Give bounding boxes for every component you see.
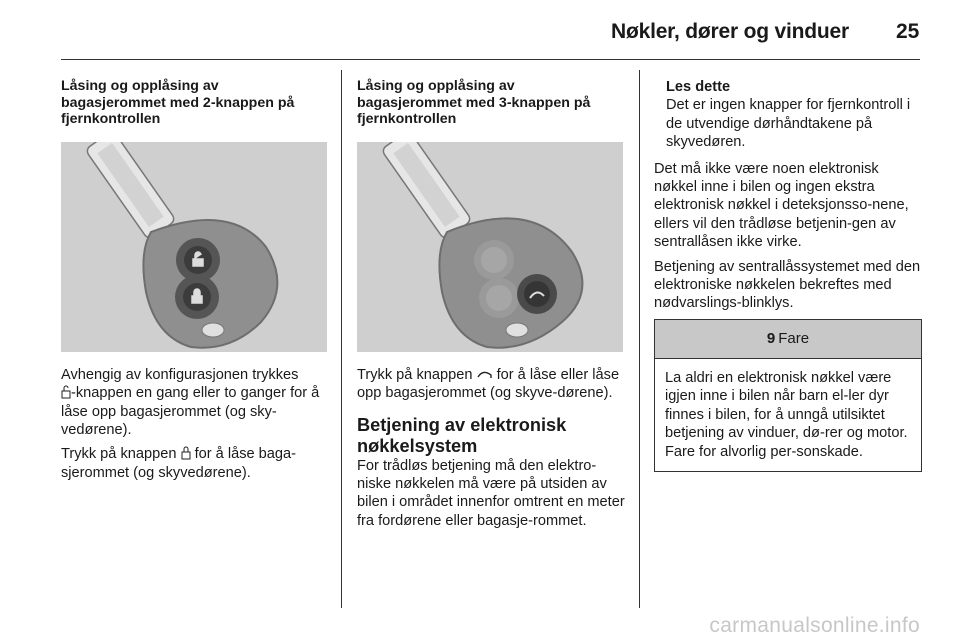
text-span: for å låse eller låse opp bagasjerommet (og skyve-dørene). xyxy=(357,366,620,402)
paragraph: Det må ikke være noen elektronisk nøkkel inne i bilen og ingen ekstra elektronisk nøkkel i deteksjonsso-nene, ellers vil den trådløse betjenin-gen av sentrallåsen ikke virke. xyxy=(654,160,909,251)
text-span: Avhengig av konfigurasjonen trykkes xyxy=(61,366,299,383)
paragraph xyxy=(357,366,627,403)
trunk-icon xyxy=(477,367,493,381)
heading-line: Låsing og opplåsing av xyxy=(357,78,515,94)
warning-title: Fare xyxy=(778,329,810,347)
note-box xyxy=(654,78,924,152)
heading-line: bagasjerommet med 2-knappen på xyxy=(61,94,295,111)
column-divider-2 xyxy=(639,70,640,608)
note-title: Les dette xyxy=(666,79,731,95)
heading-line: Låsing og opplåsing av xyxy=(61,78,219,94)
heading-line: fjernkontrollen xyxy=(61,111,161,128)
key-fob-3-button-illustration xyxy=(357,142,623,352)
key-2-button-figure xyxy=(61,142,327,352)
paragraph xyxy=(61,366,327,440)
key-3-button-figure xyxy=(357,142,623,352)
page-number: 25 xyxy=(896,20,920,43)
section-heading xyxy=(357,415,627,457)
page-header-title: Nøkler, dører og vinduer xyxy=(611,20,849,43)
warning-text: La aldri en elektronisk nøkkel være igjen inne i bilen når barn el-ler dyr finnes i bilen, for å unngå utilsiktet betjening av vinduer, dø-rer og motor. Fare for alvorlig per-sonskade. xyxy=(665,369,908,460)
text-span: Trykk på knappen xyxy=(357,366,473,383)
column-3 xyxy=(654,78,924,472)
unlock-icon xyxy=(61,385,71,399)
paragraph: Betjening av sentrallåssystemet med den elektroniske nøkkelen bekreftes med nødvarslings-blinklys. xyxy=(654,258,921,312)
heading-line: fjernkontrollen xyxy=(357,111,457,128)
subsection-heading xyxy=(61,78,327,128)
header-divider xyxy=(61,59,920,60)
text-span: Trykk på knappen xyxy=(61,446,177,463)
watermark: carmanualsonline.info xyxy=(709,614,920,637)
warning-header xyxy=(655,320,921,359)
lock-icon xyxy=(181,446,191,460)
subsection-heading xyxy=(357,78,627,128)
column-1 xyxy=(61,78,327,488)
column-divider-1 xyxy=(341,70,342,608)
paragraph: For trådløs betjening må den elektro-niske nøkkelen må være på utsiden av bilen i området innenfor omtrent en meter fra fordørene eller bagasje-rommet. xyxy=(357,457,625,529)
warning-icon: 9 xyxy=(766,329,776,347)
heading-line: Betjening av elektronisk xyxy=(357,414,567,435)
text-span: -knappen en gang eller to ganger for å låse opp bagasjerommet (og sky-vedørene). xyxy=(61,385,320,438)
heading-line: nøkkelsystem xyxy=(357,435,478,456)
column-2 xyxy=(357,78,627,536)
key-fob-2-button-illustration xyxy=(61,142,327,352)
paragraph xyxy=(61,445,327,482)
note-text: Det er ingen knapper for fjernkontroll i de utvendige dørhåndtakene på skyvedøren. xyxy=(666,97,911,151)
warning-box xyxy=(654,319,922,472)
heading-line: bagasjerommet med 3-knappen på xyxy=(357,94,591,111)
text-span: for å låse baga-sjerommet (og skyvedørene). xyxy=(61,446,297,481)
